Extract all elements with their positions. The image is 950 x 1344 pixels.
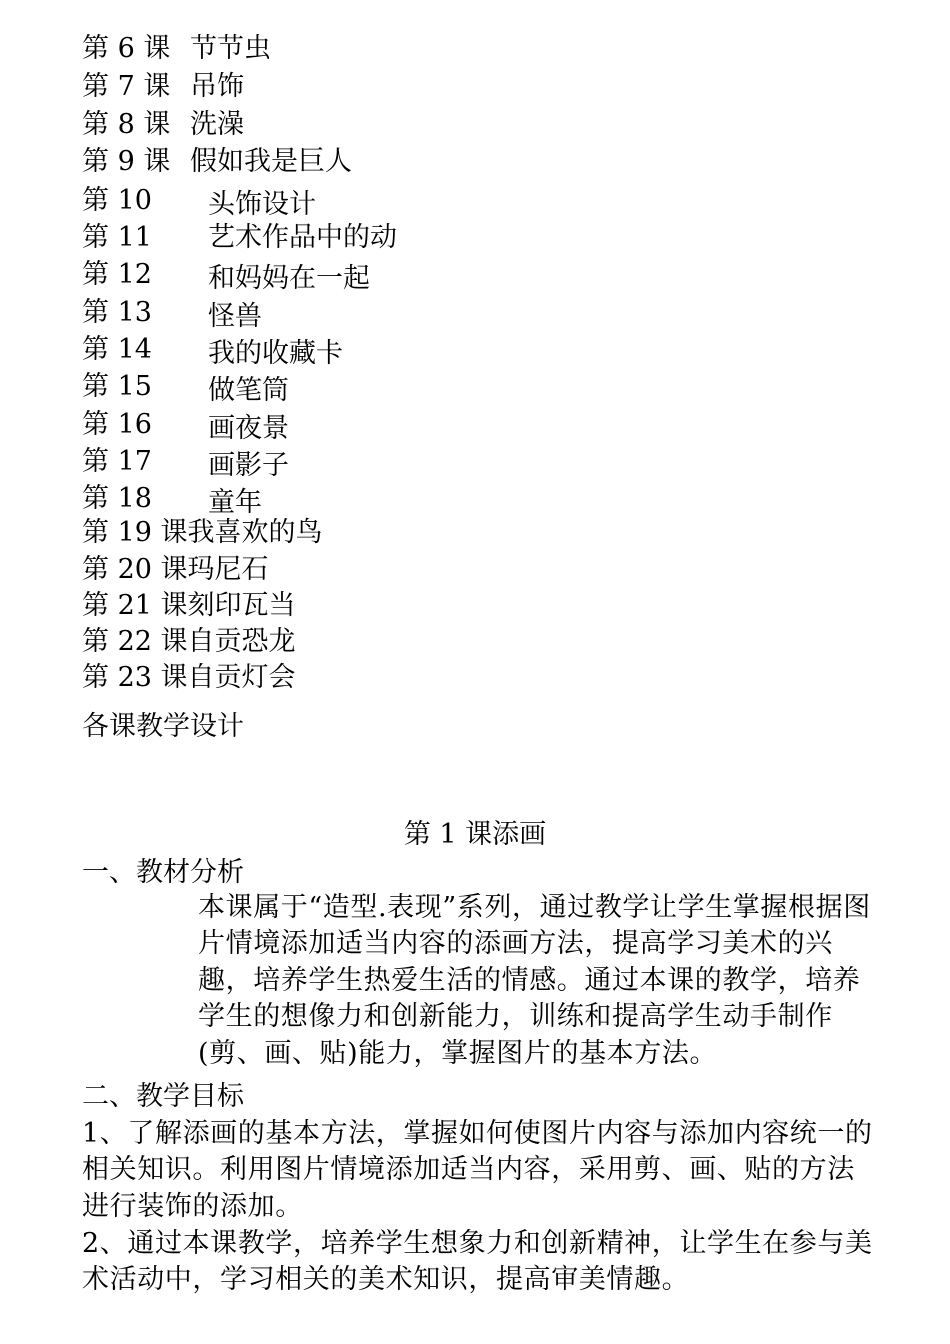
- goal-1-text: 1、了解添画的基本方法，掌握如何使图片内容与添加内容统一的相关知识。利用图片情境添加适当内容，采用剪、画、贴的方法进行装饰的添加。: [82, 1118, 873, 1222]
- toc-lesson-number: 第 12: [82, 259, 152, 290]
- goal-2-paragraph: [82, 1226, 882, 1299]
- toc-line: [82, 184, 316, 220]
- toc-line: [82, 516, 323, 550]
- toc-line: [82, 589, 296, 623]
- toc-lesson-number: 第 11: [82, 222, 152, 253]
- toc-lesson-title: 和妈妈在一起: [208, 263, 370, 294]
- material-heading: 一、教材分析: [82, 857, 244, 888]
- toc-lesson-title: 假如我是巨人: [190, 146, 352, 177]
- toc-lesson-title: 画影子: [208, 450, 289, 481]
- toc-line: [82, 370, 289, 406]
- toc-lesson-entry: 第 21 课刻印瓦当: [82, 590, 296, 621]
- lesson-title: 第 1 课添画: [403, 819, 547, 850]
- toc-line: [82, 221, 397, 255]
- toc-line: [82, 661, 296, 695]
- toc-lesson-title: 我的收藏卡: [208, 338, 343, 369]
- toc-line: [82, 482, 262, 518]
- section-heading: 各课教学设计: [82, 711, 244, 742]
- toc-line: [82, 445, 289, 481]
- goals-heading: 二、教学目标: [82, 1081, 244, 1112]
- toc-lesson-entry: 第 19 课我喜欢的鸟: [82, 517, 323, 548]
- toc-lesson-number: 第 8 课: [82, 109, 171, 140]
- toc-lesson-number: 第 16: [82, 409, 152, 440]
- material-text: 本课属于“造型.表现”系列，通过教学让学生掌握根据图片情境添加适当内容的添画方法，提高学习美术的兴趣，培养学生热爱生活的情感。通过本课的教学，培养学生的想像力和创新能力，训练和提高学生动手制作(剪、画、贴)能力，掌握图片的基本方法。: [198, 892, 871, 1069]
- toc-lesson-title: 节节虫: [190, 33, 271, 64]
- toc-line: [82, 625, 296, 659]
- toc-lesson-title: 头饰设计: [208, 189, 316, 220]
- toc-lesson-number: 第 7 课: [82, 71, 171, 102]
- toc-lesson-number: 第 15: [82, 371, 152, 402]
- toc-line: [82, 70, 244, 104]
- goal-2-text: 2、通过本课教学，培养学生想象力和创新精神，让学生在参与美术活动中，学习相关的美术知识，提高审美情趣。: [82, 1228, 873, 1296]
- goal-1-paragraph: [82, 1116, 882, 1225]
- toc-lesson-title: 艺术作品中的动: [208, 222, 397, 253]
- toc-lesson-number: 第 14: [82, 334, 152, 365]
- toc-lesson-entry: 第 22 课自贡恐龙: [82, 626, 296, 657]
- toc-lesson-title: 童年: [208, 487, 262, 518]
- toc-lesson-number: 第 6 课: [82, 33, 171, 64]
- toc-lesson-number: 第 9 课: [82, 146, 171, 177]
- material-paragraph: [82, 890, 882, 1072]
- toc-lesson-number: 第 13: [82, 297, 152, 328]
- toc-lesson-entry: 第 20 课玛尼石: [82, 554, 269, 585]
- toc-line: [82, 32, 271, 66]
- toc-lesson-number: 第 18: [82, 483, 152, 514]
- toc-lesson-number: 第 10: [82, 185, 152, 216]
- toc-lesson-entry: 第 23 课自贡灯会: [82, 662, 296, 693]
- toc-lesson-title: 做笔筒: [208, 375, 289, 406]
- toc-line: [82, 145, 352, 179]
- toc-lesson-title: 吊饰: [190, 71, 244, 102]
- toc-line: [82, 333, 343, 369]
- toc-line: [82, 296, 262, 332]
- toc-line: [82, 408, 289, 444]
- toc-line: [82, 258, 370, 294]
- toc-line: [82, 108, 244, 142]
- toc-lesson-title: 画夜景: [208, 413, 289, 444]
- toc-lesson-title: 洗澡: [190, 109, 244, 140]
- toc-line: [82, 553, 269, 587]
- toc-lesson-number: 第 17: [82, 446, 152, 477]
- toc-lesson-title: 怪兽: [208, 301, 262, 332]
